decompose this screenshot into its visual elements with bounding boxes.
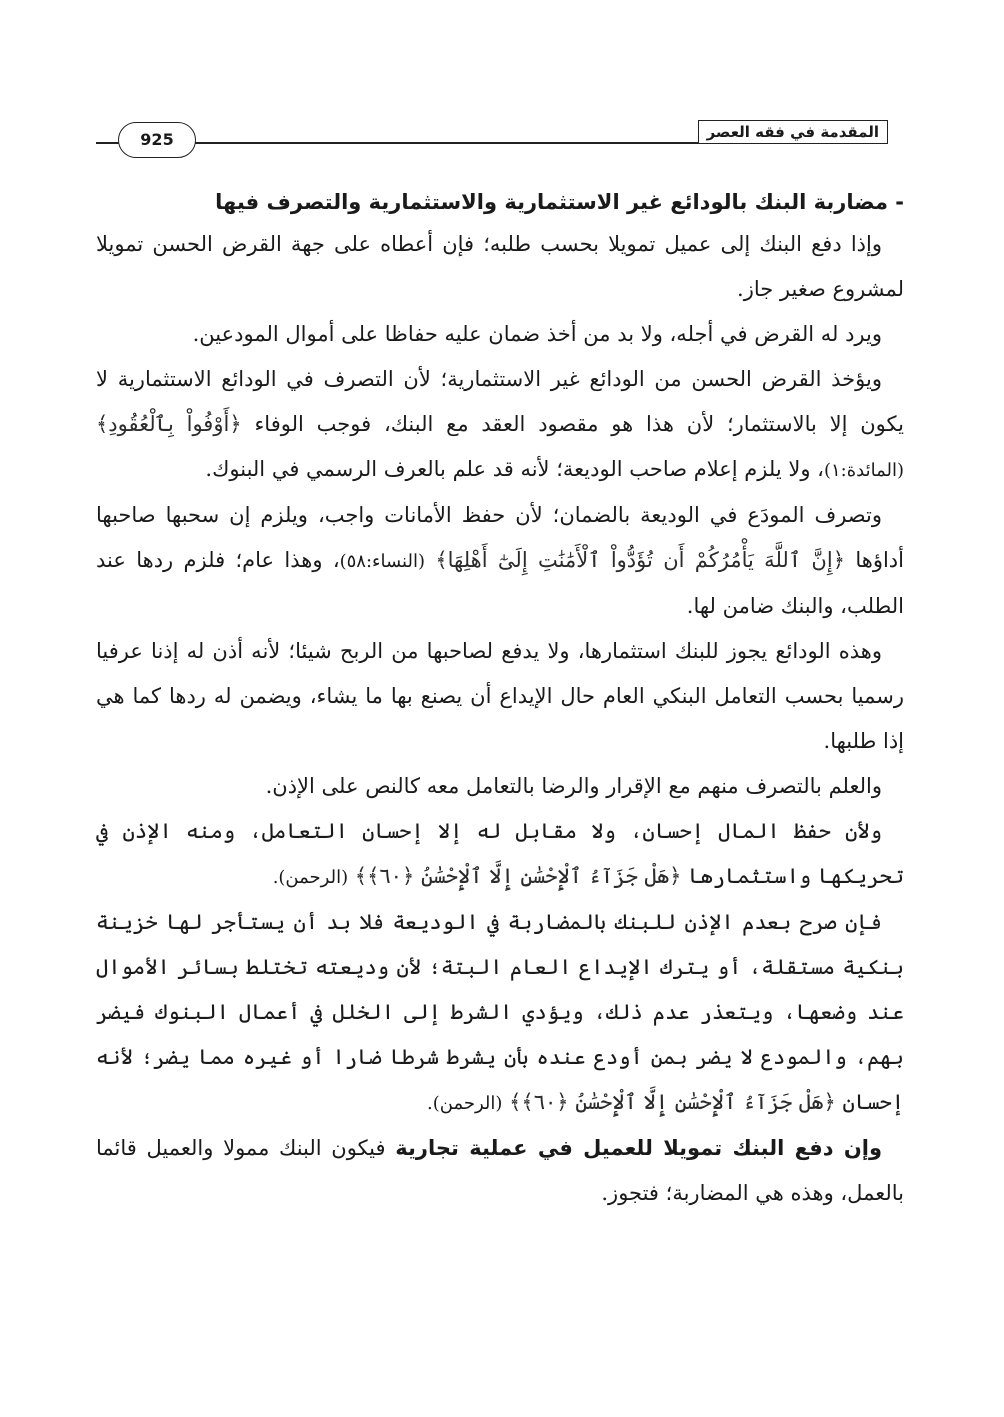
verse-reference: (النساء:٥٨) (339, 551, 425, 572)
quran-verse: ﴿هَلْ جَزَآءُ ٱلْإِحْسَٰنِ إِلَّا ٱلْإِحْسَٰنُ ﴿٦٠﴾﴾ (509, 1090, 836, 1114)
verse-reference: (الرحمن). (272, 867, 349, 888)
paragraph-text: ، وهذا عام؛ فلزم ردها عند الطلب، والبنك ضامن لها. (96, 548, 904, 618)
verse-reference: (المائدة:١) (823, 460, 904, 481)
paragraph: وهذه الودائع يجوز للبنك استثمارها، ولا يدفع لصاحبها من الربح شيئا؛ لأنه أذن له إذنا عرفيا رسميا بحسب التعامل البنكي العام حال الإيداع أن يصنع بها ما يشاء، ويضمن له ردها كما هي إذا طلبها. (96, 639, 904, 753)
paragraph (96, 809, 904, 900)
paragraph (96, 357, 904, 493)
section-heading: - مضاربة البنك بالودائع غير الاستثمارية والاستثمارية والتصرف فيها (215, 190, 904, 214)
paragraph (96, 493, 904, 629)
paragraph: ويرد له القرض في أجله، ولا بد من أخذ ضمان عليه حفاظا على أموال المودعين. (192, 322, 882, 346)
paragraph-text: ويؤخذ القرض الحسن من الودائع غير الاستثمارية؛ لأن التصرف في الودائع الاستثمارية لا يكون إلا بالاستثمار؛ لأن هذا هو مقصود العقد مع البنك، فوجب الوفاء (96, 367, 904, 436)
page-body (96, 182, 904, 1216)
quran-verse: ﴿إِنَّ ٱللَّهَ يَأْمُرُكُمْ أَن تُؤَدُّواْ ٱلْأَمَٰنَٰتِ إِلَىٰٓ أَهْلِهَا﴾ (435, 548, 845, 572)
paragraph-text: فيكون البنك ممولا والعميل قائما بالعمل، وهذه هي المضاربة؛ فتجوز. (96, 1136, 904, 1205)
paragraph-text: ، ولا يلزم إعلام صاحب الوديعة؛ لأنه قد علم بالعرف الرسمي في البنوك. (205, 457, 824, 481)
paragraph (96, 900, 904, 1126)
running-title: المقدمة في فقه العصر (698, 120, 888, 144)
quran-verse: ﴿أَوْفُواْ بِٱلْعُقُودِ﴾ (96, 412, 242, 436)
emphasized-text: وإن دفع البنك تمويلا للعميل في عملية تجارية (395, 1136, 882, 1160)
paragraph-text: فإن صرح بعدم الإذن للبنك بالمضاربة في الوديعة فلا بد أن يستأجر لها خزينة بنكية مستقلة، أو يترك الإيداع العام البتة؛ لأن وديعته تختلط بسائر الأموال عند وضعها، ويتعذر عدم ذلك، ويؤدي الشرط إلى الخلل في أعمال البنوك فيضر بهم، والمودع لا يضر بمن أودع عنده بأن يشرط شرطا ضارا أو غيره مما يضر؛ لأنه إحسان (96, 910, 904, 1114)
page-header (96, 118, 888, 150)
paragraph-text: ولأن حفظ المال إحسان، ولا مقابل له إلا إحسان التعامل، ومنه الإذن في تحريكها واستثمارها (96, 819, 904, 888)
paragraph: وإذا دفع البنك إلى عميل تمويلا بحسب طلبه؛ فإن أعطاه على جهة القرض الحسن تمويلا لمشروع صغير جاز. (96, 232, 904, 301)
paragraph: والعلم بالتصرف منهم مع الإقرار والرضا بالتعامل معه كالنص على الإذن. (265, 774, 882, 798)
paragraph (96, 1126, 904, 1216)
paragraph-text: وتصرف المودَع في الوديعة بالضمان؛ لأن حفظ الأمانات واجب، ويلزم إن سحبها صاحبها أداؤها (96, 503, 904, 572)
quran-verse: ﴿هَلْ جَزَآءُ ٱلْإِحْسَٰنِ إِلَّا ٱلْإِحْسَٰنُ ﴿٦٠﴾﴾ (354, 864, 682, 888)
page-number: 925 (118, 122, 196, 158)
verse-reference: (الرحمن). (427, 1093, 503, 1114)
